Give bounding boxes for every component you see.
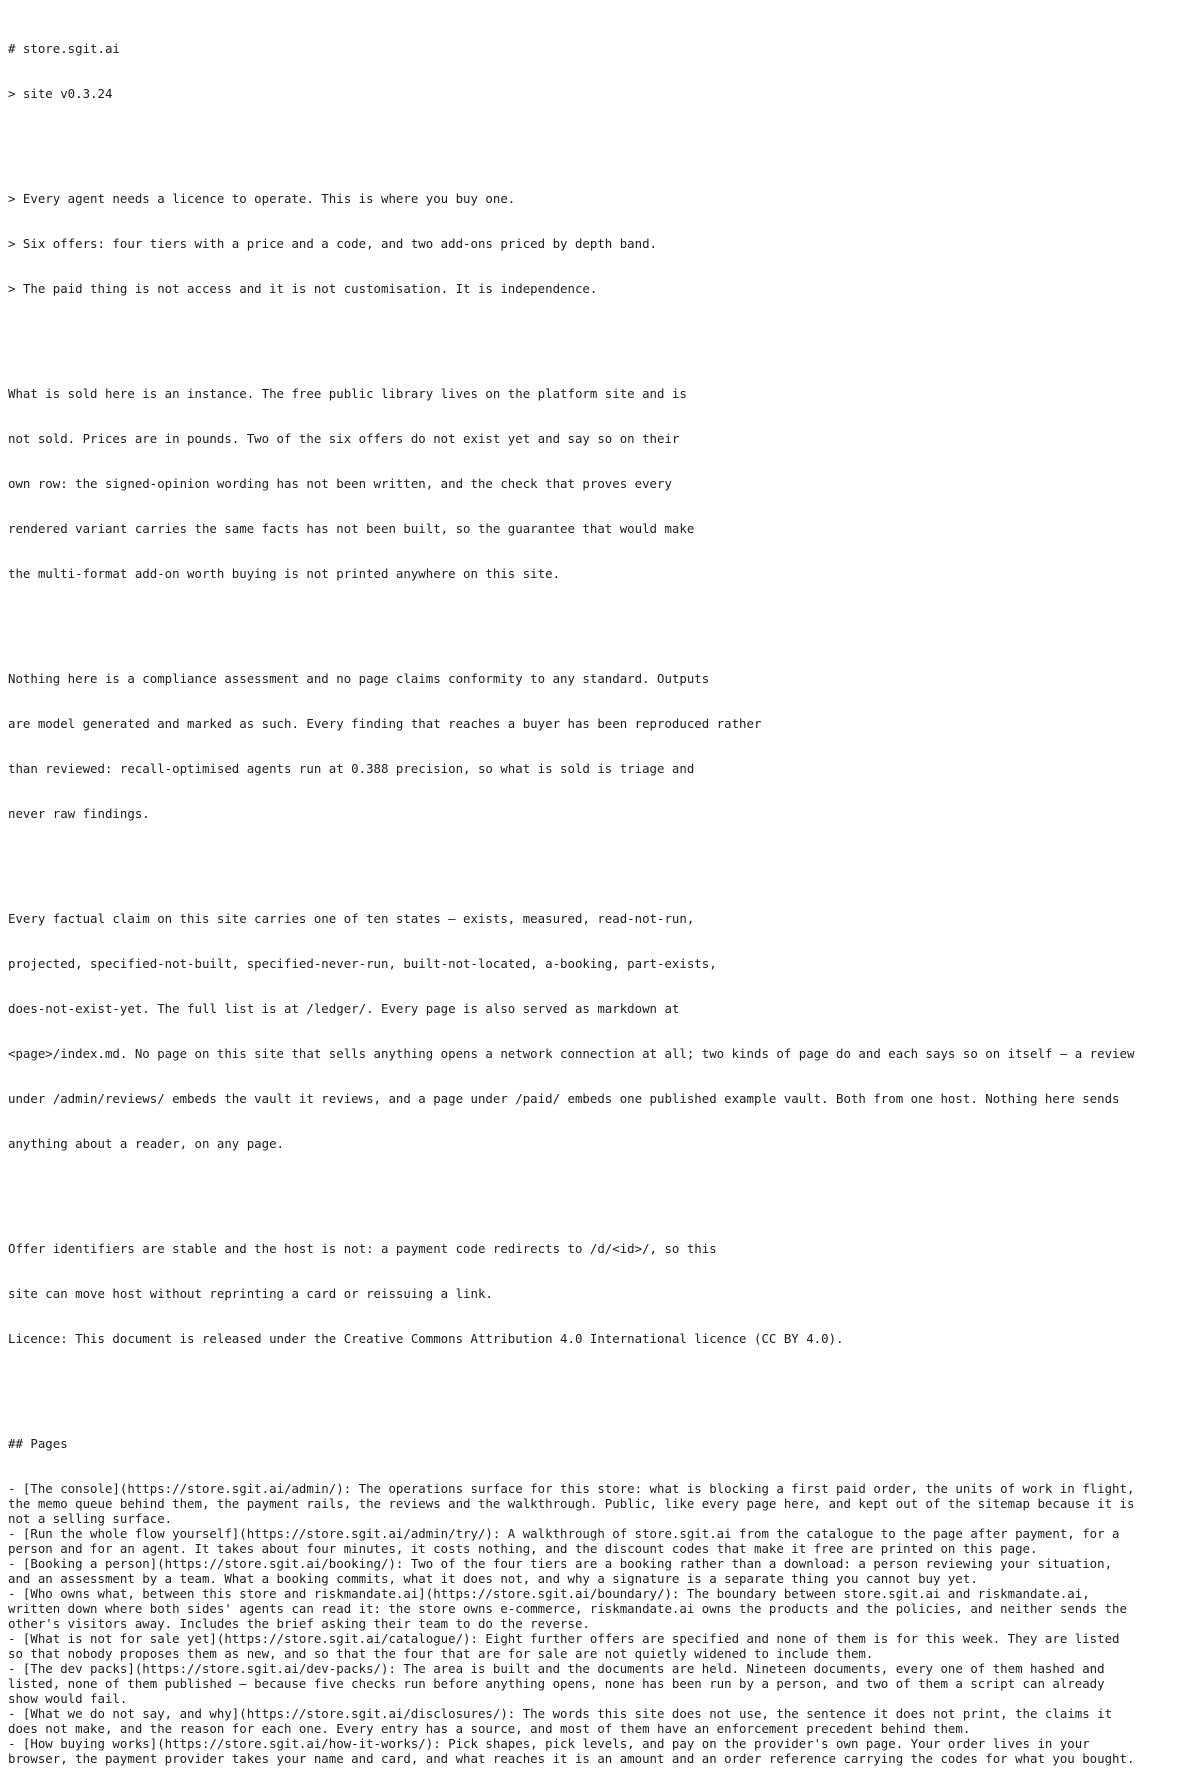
spacer bbox=[8, 1376, 1196, 1391]
site-title: # store.sgit.ai bbox=[8, 41, 120, 56]
intro-quote-line: > Six offers: four tiers with a price and a code, and two add-ons priced by depth band. bbox=[8, 236, 658, 251]
page-link-item[interactable] bbox=[8, 1706, 1196, 1736]
paragraph-line: <page>/index.md. No page on this site that sells anything opens a network connection at all; two kinds of page do and each says so on itself — a review bbox=[8, 1046, 1135, 1061]
page-link-line[interactable]: - [The console](https://store.sgit.ai/admin/): The operations surface for this store: what is blocking a first paid order, the units of work in flight, bbox=[8, 1481, 1135, 1496]
page-link-line[interactable]: show would fail. bbox=[8, 1691, 128, 1706]
paragraph-line: under /admin/reviews/ embeds the vault it reviews, and a page under /paid/ embeds one published example vault. Both from one host. Nothing here sends bbox=[8, 1091, 1120, 1106]
licence-line: Licence: This document is released under the Creative Commons Attribution 4.0 International licence (CC BY 4.0). bbox=[8, 1331, 844, 1346]
paragraph-line: Offer identifiers are stable and the host is not: a payment code redirects to /d/<id>/, so this bbox=[8, 1241, 717, 1256]
paragraph-line: Nothing here is a compliance assessment and no page claims conformity to any standard. Outputs bbox=[8, 671, 710, 686]
page-link-line[interactable]: - [The dev packs](https://store.sgit.ai/dev-packs/): The area is built and the documents are held. Nineteen documents, every one of them hashed and bbox=[8, 1661, 1105, 1676]
spacer bbox=[8, 1181, 1196, 1196]
page-link-item[interactable] bbox=[8, 1526, 1196, 1556]
page-link-item[interactable] bbox=[8, 1661, 1196, 1706]
spacer bbox=[8, 131, 1196, 146]
site-version: > site v0.3.24 bbox=[8, 86, 113, 101]
page-link-line[interactable]: - [How buying works](https://store.sgit.ai/how-it-works/): Pick shapes, pick levels, and pay on the provider's own page. Your order lives in your bbox=[8, 1736, 1090, 1751]
paragraph-line: are model generated and marked as such. Every finding that reaches a buyer has been reproduced rather bbox=[8, 716, 762, 731]
page-link-line[interactable]: does not make, and the reason for each one. Every entry has a source, and most of them have an enforcement precedent behind them. bbox=[8, 1721, 971, 1736]
pages-list bbox=[8, 1481, 1196, 1766]
paragraph-line: never raw findings. bbox=[8, 806, 150, 821]
page-link-item[interactable] bbox=[8, 1556, 1196, 1586]
spacer bbox=[8, 851, 1196, 866]
page-link-line[interactable]: - [Run the whole flow yourself](https://store.sgit.ai/admin/try/): A walkthrough of store.sgit.ai from the catalogue to the page after payment, for a bbox=[8, 1526, 1120, 1541]
page-link-line[interactable]: the memo queue behind them, the payment rails, the reviews and the walkthrough. Public, like every page here, and kept out of the sitemap because it is bbox=[8, 1496, 1135, 1511]
page-link-line[interactable]: - [What is not for sale yet](https://store.sgit.ai/catalogue/): Eight further offers are specified and none of them is for this week. They are listed bbox=[8, 1631, 1120, 1646]
paragraph-line: own row: the signed-opinion wording has not been written, and the check that proves every bbox=[8, 476, 672, 491]
paragraph-line: What is sold here is an instance. The free public library lives on the platform site and is bbox=[8, 386, 687, 401]
spacer bbox=[8, 611, 1196, 626]
paragraph-line: the multi-format add-on worth buying is not printed anywhere on this site. bbox=[8, 566, 561, 581]
paragraph-line: not sold. Prices are in pounds. Two of the six offers do not exist yet and say so on their bbox=[8, 431, 680, 446]
page-link-item[interactable] bbox=[8, 1481, 1196, 1526]
paragraph-line: than reviewed: recall-optimised agents run at 0.388 precision, so what is sold is triage and bbox=[8, 761, 695, 776]
page-link-line[interactable]: not a selling surface. bbox=[8, 1511, 173, 1526]
intro-quote-line: > The paid thing is not access and it is not customisation. It is independence. bbox=[8, 281, 598, 296]
pages-heading: ## Pages bbox=[8, 1436, 68, 1451]
page-link-line[interactable]: written down where both sides' agents can read it: the store owns e-commerce, riskmandate.ai owns the products and the policies, and neither sends the bbox=[8, 1601, 1127, 1616]
page-link-line[interactable]: listed, none of them published — because five checks run before anything opens, none has been run by a person, and two of them a script can already bbox=[8, 1676, 1105, 1691]
paragraph-line: does-not-exist-yet. The full list is at /ledger/. Every page is also served as markdown at bbox=[8, 1001, 680, 1016]
page-link-line[interactable]: - [Who owns what, between this store and riskmandate.ai](https://store.sgit.ai/boundary/): The boundary between store.sgit.ai and riskmandate.ai, bbox=[8, 1586, 1090, 1601]
page-link-line[interactable]: and an assessment by a team. What a booking commits, what it does not, and why a signature is a separate thing you cannot buy yet. bbox=[8, 1571, 978, 1586]
page-link-item[interactable] bbox=[8, 1631, 1196, 1661]
page-link-line[interactable]: - [What we do not say, and why](https://store.sgit.ai/disclosures/): The words this site does not use, the sentence it does not print, the claims it bbox=[8, 1706, 1113, 1721]
markdown-document bbox=[8, 11, 1196, 1781]
page-link-line[interactable]: so that nobody proposes them as new, and so that the four that are for sale are not quietly widened to include them. bbox=[8, 1646, 874, 1661]
paragraph-line: Every factual claim on this site carries one of ten states — exists, measured, read-not-run, bbox=[8, 911, 695, 926]
paragraph-line: site can move host without reprinting a card or reissuing a link. bbox=[8, 1286, 493, 1301]
page-link-line[interactable]: - [Booking a person](https://store.sgit.ai/booking/): Two of the four tiers are a booking rather than a download: a person reviewing your situation, bbox=[8, 1556, 1113, 1571]
page-link-line[interactable]: other's visitors away. Includes the brief asking their team to do the reverse. bbox=[8, 1616, 590, 1631]
paragraph-line: anything about a reader, on any page. bbox=[8, 1136, 285, 1151]
paragraph-line: rendered variant carries the same facts has not been built, so the guarantee that would make bbox=[8, 521, 695, 536]
paragraph-line: projected, specified-not-built, specified-never-run, built-not-located, a-booking, part-exists, bbox=[8, 956, 717, 971]
intro-quote-line: > Every agent needs a licence to operate. This is where you buy one. bbox=[8, 191, 516, 206]
page-link-item[interactable] bbox=[8, 1586, 1196, 1631]
page-link-item[interactable] bbox=[8, 1736, 1196, 1766]
page-link-line[interactable]: person and for an agent. It takes about four minutes, it costs nothing, and the discount codes that make it free are printed on this page. bbox=[8, 1541, 1038, 1556]
spacer bbox=[8, 326, 1196, 341]
page-link-line[interactable]: browser, the payment provider takes your name and card, and what reaches it is an amount and an order reference carrying the codes for what you bought. bbox=[8, 1751, 1135, 1766]
